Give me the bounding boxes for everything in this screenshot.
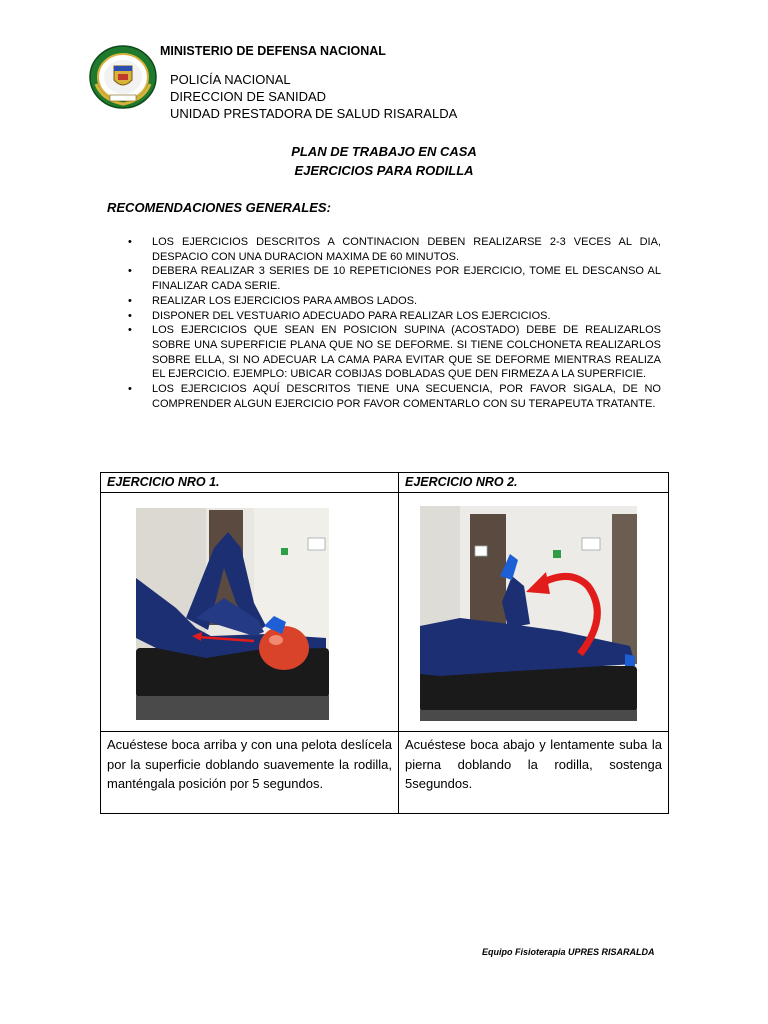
exercise-2-heading: EJERCICIO NRO 2.	[399, 473, 669, 493]
list-item: • LOS EJERCICIOS AQUÍ DESCRITOS TIENE UNA SECUENCIA, POR FAVOR SIGALA, DE NO COMPRENDER ALGUN EJERCICIO POR FAVOR COMENTARLO CON SU TERAPEUTA TRATANTE.	[128, 383, 661, 410]
exercise-1-photo	[136, 508, 329, 720]
bullet-icon: •	[128, 309, 132, 322]
footer-credit: Equipo Fisioterapia UPRES RISARALDA	[482, 947, 655, 957]
recommendations-list	[128, 235, 661, 411]
wall-sign-icon	[308, 538, 325, 550]
table-row	[101, 473, 669, 493]
bullet-icon: •	[128, 236, 132, 248]
title-line-1: PLAN DE TRABAJO EN CASA	[291, 144, 477, 159]
bullet-icon: •	[128, 324, 132, 337]
exercise-1-description: Acuéstese boca arriba y con una pelota deslícela por la superficie doblando suavemente la rodilla, manténgala posición por 5 segundos.	[101, 732, 399, 814]
exercise-1-heading: EJERCICIO NRO 1.	[101, 473, 399, 493]
org-line: POLICÍA NACIONAL	[170, 72, 291, 87]
org-line: DIRECCION DE SANIDAD	[170, 89, 327, 104]
bullet-icon: •	[128, 265, 132, 278]
exercise-2-photo	[420, 506, 637, 721]
recommendations-heading: RECOMENDACIONES GENERALES:	[107, 200, 331, 215]
list-item: • LOS EJERCICIOS DESCRITOS A CONTINACION DEBEN REALIZARSE 2-3 VECES AL DIA, DESPACIO CON UNA DURACION MAXIMA DE 60 MINUTOS.	[128, 236, 661, 263]
bullet-icon: •	[128, 383, 132, 396]
list-item: • DISPONER DEL VESTUARIO ADECUADO PARA REALIZAR LOS EJERCICIOS.	[128, 309, 551, 322]
wall-sign-icon	[475, 546, 487, 556]
table-row	[101, 493, 669, 732]
list-item: • LOS EJERCICIOS QUE SEAN EN POSICION SUPINA (ACOSTADO) DEBE DE REALIZARLOS SOBRE UNA SUPERFICIE PLANA QUE NO SE DEFORME. SI TIENE COLCHONETA REALIZARLOS SOBRE ELLA, SI NO ADECUAR LA CAMA PARA EVITAR QUE SE DEFORME MIENTRAS REALIZA EL EJERCICIO. EJEMPLO: UBICAR COBIJAS DOBLADAS QUE DEN FIRMEZA A LA SUPERFICIE.	[128, 324, 661, 381]
title-line-2: EJERCICIOS PARA RODILLA	[294, 163, 474, 178]
exercise-2-description: Acuéstese boca abajo y lentamente suba la pierna doblando la rodilla, sostenga 5segundos.	[399, 732, 669, 814]
list-item: • REALIZAR LOS EJERCICIOS PARA AMBOS LADOS.	[128, 294, 418, 307]
exit-sign-icon	[281, 548, 288, 555]
org-line: UNIDAD PRESTADORA DE SALUD RISARALDA	[170, 106, 458, 121]
exit-sign-icon	[553, 550, 561, 558]
exercise-table	[100, 472, 669, 814]
document-title	[0, 142, 768, 180]
bullet-icon: •	[128, 294, 132, 307]
police-crest-icon	[88, 44, 158, 110]
organization-block	[170, 71, 457, 122]
list-item: • DEBERA REALIZAR 3 SERIES DE 10 REPETICIONES POR EJERCICIO, TOME EL DESCANSO AL FINALIZAR CADA SERIE.	[128, 265, 661, 293]
ministry-title: MINISTERIO DE DEFENSA NACIONAL	[160, 44, 386, 58]
table-row	[101, 732, 669, 814]
